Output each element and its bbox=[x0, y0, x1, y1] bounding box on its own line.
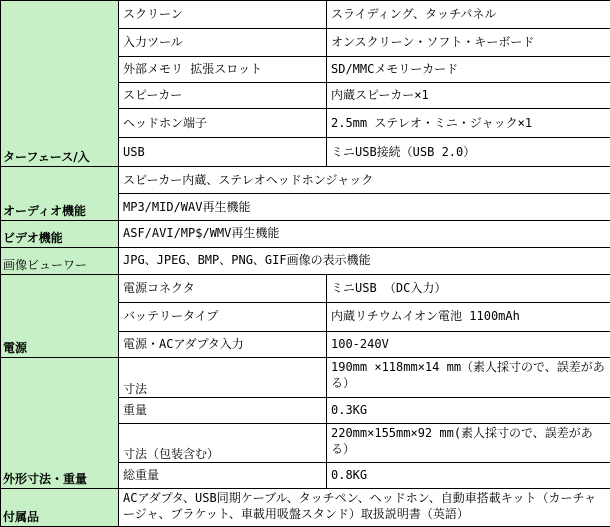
category-accessories[interactable]: 付属品 bbox=[1, 488, 119, 526]
spec-value[interactable]: 内蔵リチウムイオン電池 1100mAh bbox=[327, 302, 610, 331]
spec-row bbox=[1, 274, 610, 302]
spec-name[interactable]: 外部メモリ 拡張スロット bbox=[119, 56, 327, 82]
spec-value[interactable]: 100-240V bbox=[327, 331, 610, 358]
spec-value[interactable]: オンスクリーン・ソフト・キーボード bbox=[327, 28, 610, 56]
category-interface[interactable]: ターフェース/入 bbox=[1, 1, 119, 167]
spec-name[interactable]: 寸法 bbox=[119, 358, 327, 397]
spec-name[interactable]: 電源・ACアダプタ入力 bbox=[119, 331, 327, 358]
spec-row bbox=[1, 247, 610, 274]
spec-value[interactable]: 0.8KG bbox=[327, 462, 610, 488]
category-audio[interactable]: オーディオ機能 bbox=[1, 167, 119, 221]
audio-line-2[interactable]: MP3/MID/WAV再生機能 bbox=[119, 194, 610, 221]
category-image-viewer[interactable]: 画像ビューワー bbox=[1, 247, 119, 274]
spec-value[interactable]: 内蔵スピーカー×1 bbox=[327, 82, 610, 109]
spec-name[interactable]: 電源コネクタ bbox=[119, 274, 327, 302]
spec-value[interactable]: 0.3KG bbox=[327, 397, 610, 423]
image-viewer-value[interactable]: JPG、JPEG、BMP、PNG、GIF画像の表示機能 bbox=[119, 247, 610, 274]
spec-name[interactable]: 総重量 bbox=[119, 462, 327, 488]
spec-row bbox=[1, 488, 610, 526]
spec-value[interactable]: 2.5mm ステレオ・ミニ・ジャック×1 bbox=[327, 109, 610, 138]
spec-name[interactable]: USB bbox=[119, 138, 327, 167]
spec-value[interactable]: ミニUSB接続（USB 2.0） bbox=[327, 138, 610, 167]
spec-value[interactable]: 190mm ×118mm×14 mm（素人採寸ので、誤差がある） bbox=[327, 358, 610, 397]
spec-row bbox=[1, 167, 610, 194]
spec-name[interactable]: 入力ツール bbox=[119, 28, 327, 56]
spec-name[interactable]: バッテリータイプ bbox=[119, 302, 327, 331]
spec-row bbox=[1, 358, 610, 397]
spec-value[interactable]: 220mm×155mm×92 mm(素人採寸ので、誤差がある） bbox=[327, 423, 610, 462]
accessories-value[interactable]: ACアダプタ、USB同期ケーブル、タッチペン、ヘッドホン、自動車搭載キット（カーチャージャ、ブラケット、車載用吸盤スタンド）取扱説明書（英語） bbox=[119, 488, 610, 526]
spec-row bbox=[1, 1, 610, 29]
spec-name[interactable]: ヘッドホン端子 bbox=[119, 109, 327, 138]
audio-line-1[interactable]: スピーカー内蔵、ステレオヘッドホンジャック bbox=[119, 167, 610, 194]
spec-name[interactable]: スピーカー bbox=[119, 82, 327, 109]
spec-name[interactable]: 重量 bbox=[119, 397, 327, 423]
spec-name[interactable]: 寸法（包装含む） bbox=[119, 423, 327, 462]
category-video[interactable]: ビデオ機能 bbox=[1, 221, 119, 248]
category-power[interactable]: 電源 bbox=[1, 274, 119, 358]
spec-value[interactable]: ミニUSB （DC入力） bbox=[327, 274, 610, 302]
spec-value[interactable]: スライディング、タッチパネル bbox=[327, 1, 610, 29]
spec-name[interactable]: スクリーン bbox=[119, 1, 327, 29]
spec-row bbox=[1, 221, 610, 248]
spec-value[interactable]: SD/MMCメモリーカード bbox=[327, 56, 610, 82]
video-value[interactable]: ASF/AVI/MP$/WMV再生機能 bbox=[119, 221, 610, 248]
category-dimensions[interactable]: 外形寸法・重量 bbox=[1, 358, 119, 488]
